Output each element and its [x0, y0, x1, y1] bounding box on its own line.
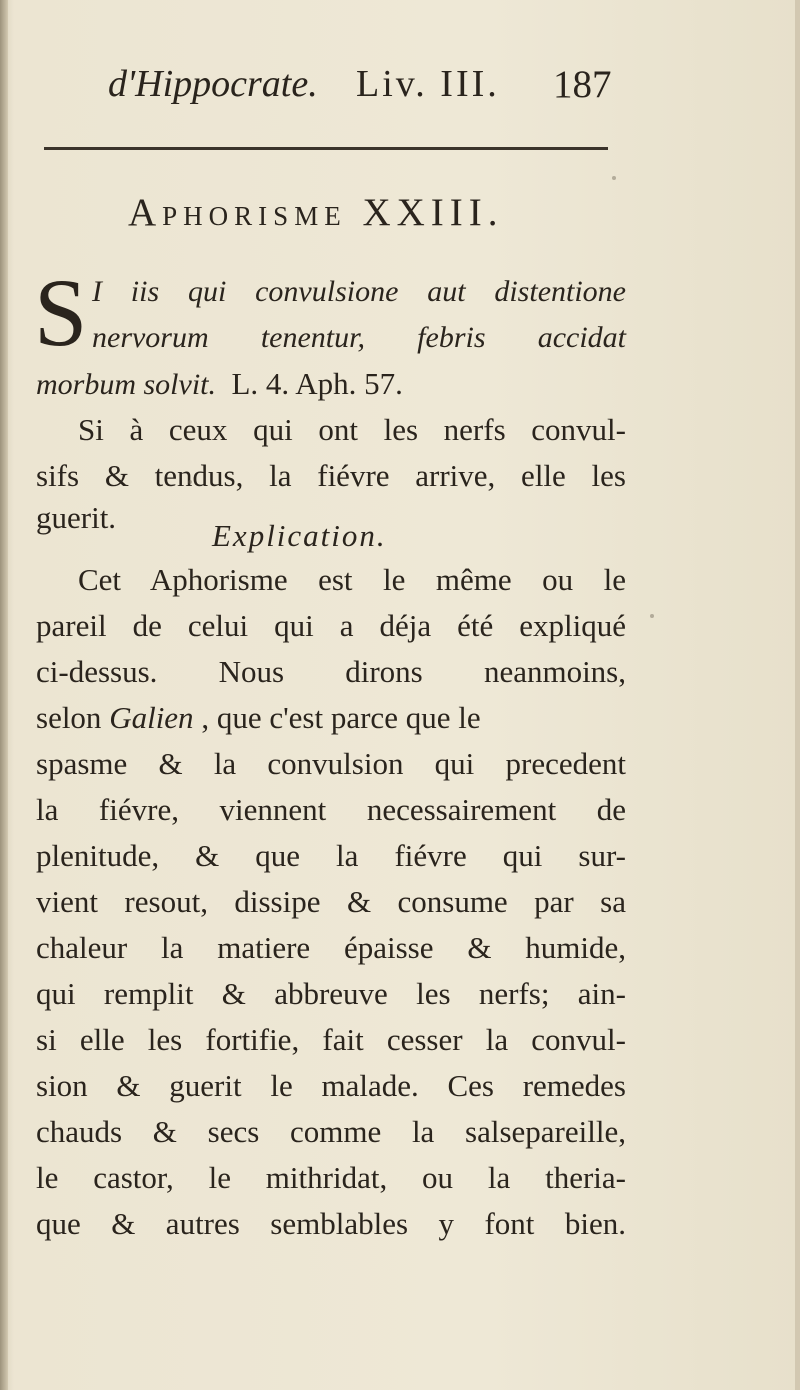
- explication-line: si elle les fortifie, fait cesser la convul-: [36, 1022, 626, 1057]
- translation-line: Si à ceux qui ont les nerfs convul-: [78, 412, 626, 447]
- page-gutter: [0, 0, 8, 1390]
- explication-line: sion & guerit le malade. Ces remedes: [36, 1068, 626, 1103]
- latin-line: I iis qui convulsione aut distentione: [92, 275, 626, 308]
- paper-spot: [650, 614, 654, 618]
- paper-spot: [188, 480, 192, 484]
- explication-line: spasme & la convulsion qui precedent: [36, 746, 626, 781]
- aphorism-heading: Aphorisme XXIII.: [128, 191, 504, 234]
- translation-line: guerit.: [36, 500, 117, 535]
- explication-line: Cet Aphorisme est le même ou le: [78, 562, 626, 597]
- latin-line: nervorum tenentur, febris accidat: [92, 321, 626, 354]
- paper-spot: [612, 176, 616, 180]
- running-head-book: Liv. III.: [356, 63, 500, 105]
- latin-reference: L. 4. Aph. 57.: [231, 366, 403, 401]
- explication-heading: Explication.: [212, 518, 387, 553]
- drop-cap: S: [34, 259, 88, 366]
- running-head-title: d'Hippocrate.: [108, 63, 318, 105]
- explication-line-galen: [36, 694, 626, 742]
- explication-text: selon: [36, 700, 102, 735]
- explication-line: qui remplit & abbreuve les nerfs; ain-: [36, 976, 626, 1011]
- latin-last-line: [36, 360, 626, 408]
- translation-line: sifs & tendus, la fiévre arrive, elle les: [36, 458, 626, 493]
- explication-line: chauds & secs comme la salsepareille,: [36, 1114, 626, 1149]
- running-head: [108, 62, 628, 118]
- header-rule: [44, 147, 608, 150]
- explication-line: vient resout, dissipe & consume par sa: [36, 884, 626, 919]
- explication-line: ci-dessus. Nous dirons neanmoins,: [36, 654, 626, 689]
- latin-line: morbum solvit.: [36, 368, 216, 401]
- explication-line: chaleur la matiere épaisse & humide,: [36, 930, 626, 965]
- page-number: 187: [553, 63, 612, 106]
- explication-line: plenitude, & que la fiévre qui sur-: [36, 838, 626, 873]
- explication-text: , que c'est parce que le: [201, 700, 481, 735]
- explication-line: que & autres semblables y font bien.: [36, 1206, 626, 1241]
- explication-line: le castor, le mithridat, ou la theria-: [36, 1160, 626, 1195]
- author-name: Galien: [109, 700, 194, 735]
- page-edge: [795, 0, 800, 1390]
- explication-line: pareil de celui qui a déja été expliqué: [36, 608, 626, 643]
- explication-line: la fiévre, viennent necessairement de: [36, 792, 626, 827]
